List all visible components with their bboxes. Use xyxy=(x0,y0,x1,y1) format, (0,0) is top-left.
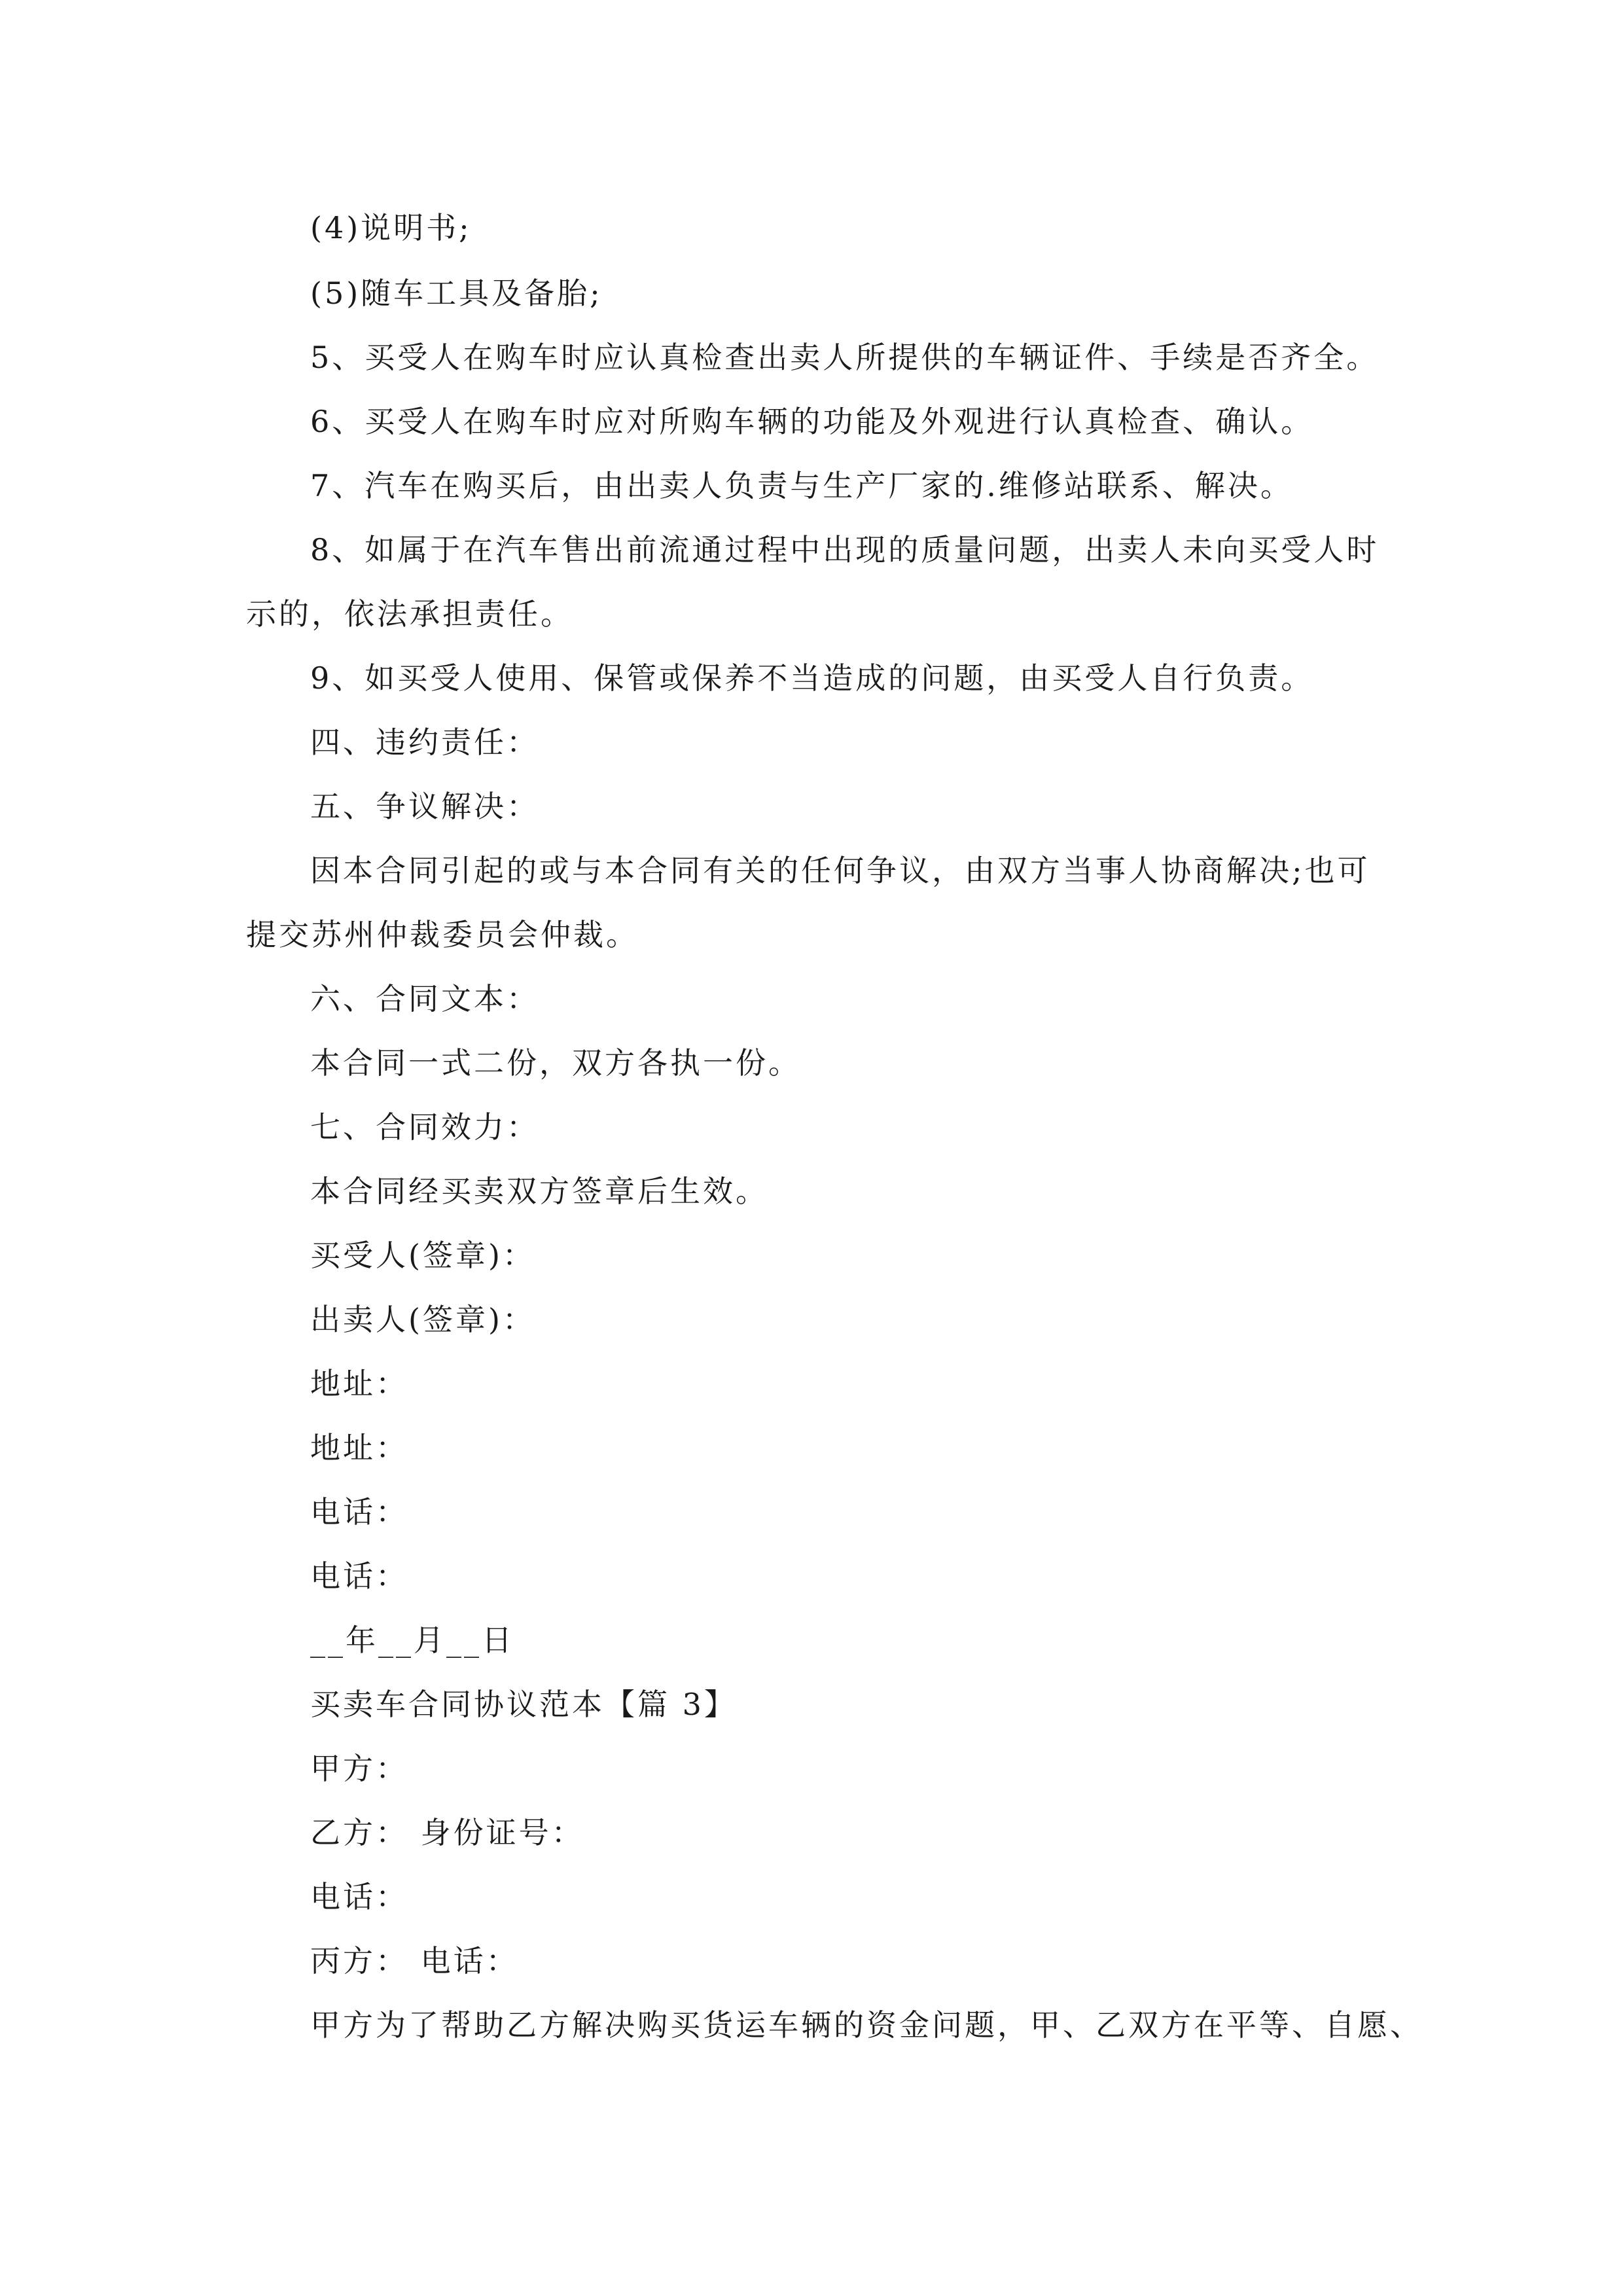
phone-field: 电话： xyxy=(310,1879,408,1914)
text-line: 9、如买受人使用、保管或保养不当造成的问题，由买受人自行负责。 xyxy=(310,660,1314,696)
phone-field: 电话： xyxy=(310,1494,408,1530)
text-line: 示的，依法承担责任。 xyxy=(246,596,573,632)
text-line: 提交苏州仲裁委员会仲裁。 xyxy=(246,917,639,952)
text-line: 甲方为了帮助乙方解决购买货运车辆的资金问题，甲、乙双方在平等、自愿、 xyxy=(310,2007,1423,2043)
section-heading: 四、违约责任： xyxy=(310,725,539,760)
text-line: 5、买受人在购车时应认真检查出卖人所提供的车辆证件、手续是否齐全。 xyxy=(310,340,1380,375)
text-line: 因本合同引起的或与本合同有关的任何争议，由双方当事人协商解决;也可 xyxy=(310,853,1370,888)
text-line: 8、如属于在汽车售出前流通过程中出现的质量问题，出卖人未向买受人时 xyxy=(310,532,1380,567)
phone-field: 电话： xyxy=(310,1558,408,1594)
address-field: 地址： xyxy=(310,1430,408,1465)
signature-field: 出卖人(签章)： xyxy=(310,1302,535,1337)
text-line: 6、买受人在购车时应对所购车辆的功能及外观进行认真检查、确认。 xyxy=(310,404,1314,439)
party-field: 丙方： 电话： xyxy=(310,1943,519,1979)
party-field: 乙方： 身份证号： xyxy=(310,1815,584,1850)
section-heading: 七、合同效力： xyxy=(310,1109,539,1145)
section-heading: 六、合同文本： xyxy=(310,981,539,1016)
text-line: 7、汽车在购买后，由出卖人负责与生产厂家的.维修站联系、解决。 xyxy=(310,468,1293,503)
document-title: 买卖车合同协议范本【篇 3】 xyxy=(310,1687,737,1722)
section-heading: 五、争议解决： xyxy=(310,789,539,824)
date-field: __年__月__日 xyxy=(310,1623,514,1658)
text-line: 本合同一式二份，双方各执一份。 xyxy=(310,1045,801,1081)
text-line: (4)说明书; xyxy=(310,210,472,245)
text-line: 本合同经买卖双方签章后生效。 xyxy=(310,1174,768,1209)
text-line: (5)随车工具及备胎; xyxy=(310,276,603,311)
party-field: 甲方： xyxy=(310,1751,408,1786)
signature-field: 买受人(签章)： xyxy=(310,1238,535,1273)
address-field: 地址： xyxy=(310,1366,408,1401)
